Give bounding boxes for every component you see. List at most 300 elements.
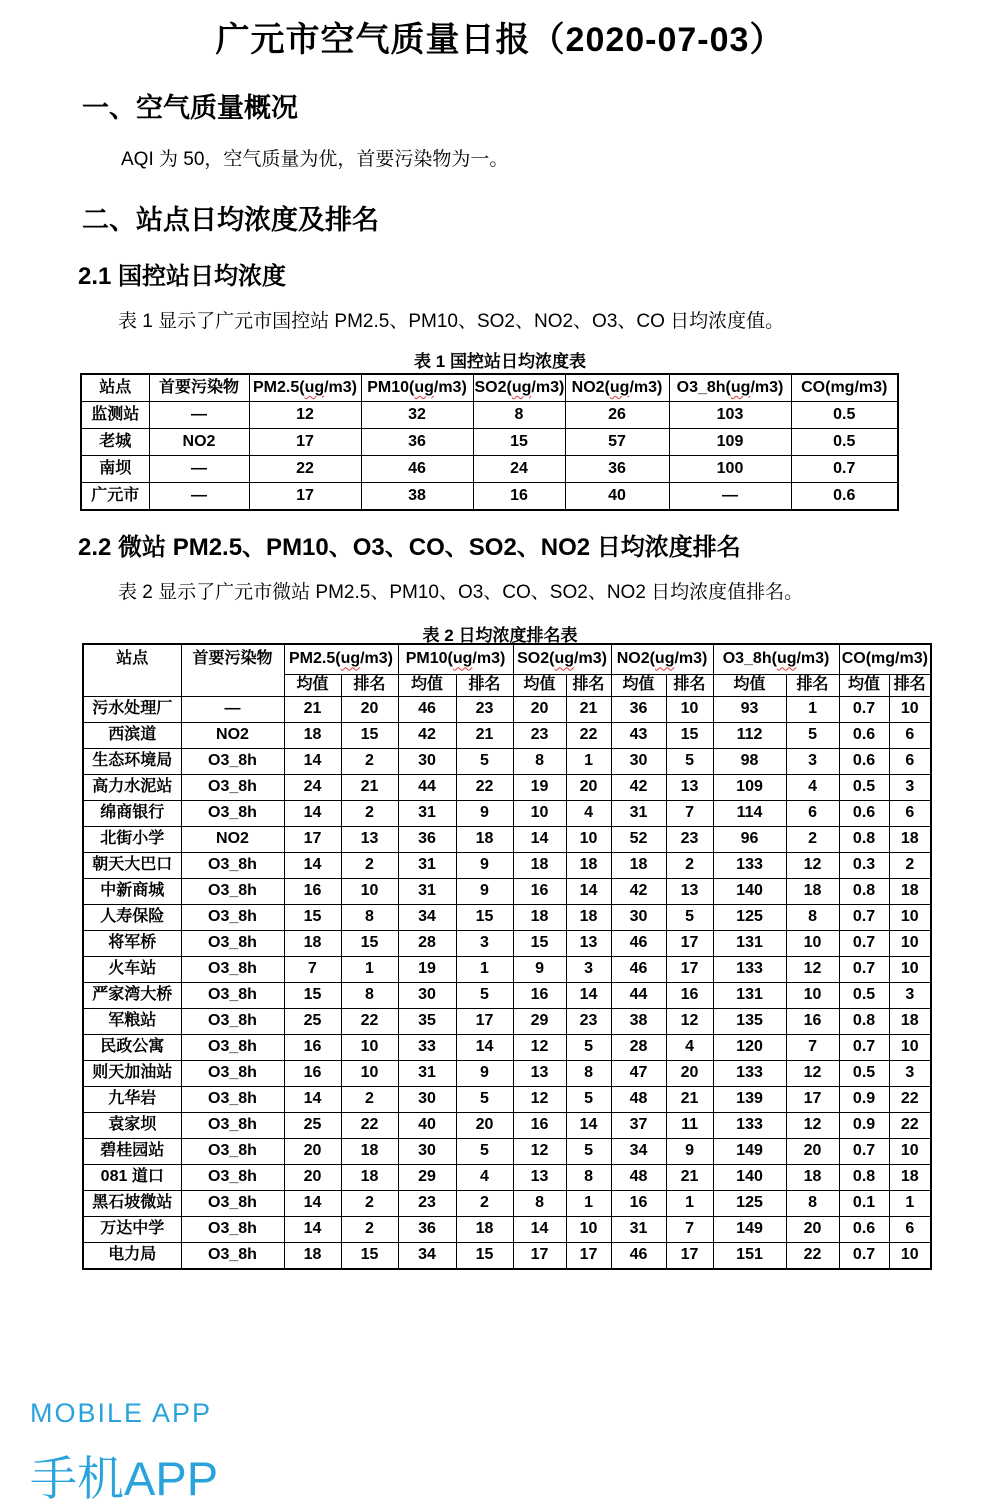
rank-cell: 2 [341,1191,398,1217]
mean-cell: 20 [284,1165,341,1191]
mean-cell: 14 [284,749,341,775]
pollutant-cell: O3_8h [181,905,284,931]
value-cell: 46 [361,456,473,483]
pollutant-cell: O3_8h [181,931,284,957]
rank-cell: 3 [566,957,611,983]
rank-cell: 10 [889,931,931,957]
station-cell: 袁家坝 [83,1113,181,1139]
col-header: O3_8h(ug/m3) [669,374,791,402]
mean-cell: 34 [398,905,456,931]
mean-cell: 0.7 [839,905,889,931]
table-row [83,1061,931,1087]
rank-cell: 2 [786,827,839,853]
mean-cell: 0.6 [839,723,889,749]
mean-cell: 16 [611,1191,666,1217]
value-cell: 17 [249,483,361,511]
mean-cell: 12 [513,1087,566,1113]
rank-cell: 7 [666,1217,713,1243]
table-row [83,1165,931,1191]
col-header: CO(mg/m3) [791,374,898,402]
mean-cell: 12 [513,1139,566,1165]
rank-cell: 16 [786,1009,839,1035]
rank-cell: 6 [889,749,931,775]
rank-cell: 6 [889,723,931,749]
station-cell: 老城 [81,429,149,456]
mean-cell: 19 [398,957,456,983]
table-row [81,483,898,511]
micro-stations-table-wrap [82,643,930,1270]
mean-cell: 30 [398,1087,456,1113]
rank-sub-header: 排名 [889,675,931,697]
value-cell: 40 [565,483,669,511]
mean-cell: 96 [713,827,786,853]
rank-cell: 12 [666,1009,713,1035]
mean-cell: 30 [611,905,666,931]
mean-cell: 0.9 [839,1087,889,1113]
rank-cell: 10 [666,697,713,723]
rank-cell: 14 [566,1113,611,1139]
table1-body [81,402,898,511]
rank-cell: 18 [456,1217,513,1243]
mean-cell: 133 [713,957,786,983]
rank-cell: 18 [456,827,513,853]
mean-cell: 0.7 [839,931,889,957]
station-cell: 电力局 [83,1243,181,1270]
mean-cell: 30 [611,749,666,775]
rank-cell: 10 [889,1035,931,1061]
mean-sub-header: 均值 [284,675,341,697]
rank-cell: 9 [456,801,513,827]
mean-cell: 0.7 [839,1139,889,1165]
rank-cell: 20 [341,697,398,723]
pollutant-cell: O3_8h [181,1165,284,1191]
mean-cell: 19 [513,775,566,801]
rank-cell: 5 [666,749,713,775]
value-cell: — [149,483,249,511]
spellcheck-squiggle: ug [304,378,325,396]
rank-cell: 18 [341,1139,398,1165]
mean-cell: 133 [713,1061,786,1087]
value-cell: — [669,483,791,511]
mean-cell: 0.8 [839,879,889,905]
rank-cell: 10 [566,1217,611,1243]
mean-sub-header: 均值 [611,675,666,697]
mean-cell: 48 [611,1087,666,1113]
rank-cell: 1 [341,957,398,983]
mean-cell: 16 [284,1035,341,1061]
station-cell: 朝天大巴口 [83,853,181,879]
rank-cell: 18 [341,1165,398,1191]
mean-cell: 0.7 [839,697,889,723]
mean-cell: 0.3 [839,853,889,879]
mean-cell: 12 [513,1035,566,1061]
mean-cell: 40 [398,1113,456,1139]
table2-body [83,697,931,1270]
mean-cell: 30 [398,1139,456,1165]
rank-cell: 4 [666,1035,713,1061]
value-cell: 0.6 [791,483,898,511]
mean-cell: 46 [611,1243,666,1270]
pollutant-cell: O3_8h [181,775,284,801]
mean-cell: 47 [611,1061,666,1087]
mean-cell: 30 [398,983,456,1009]
col-header: 站点 [81,374,149,402]
mean-cell: 18 [284,931,341,957]
rank-cell: 8 [341,905,398,931]
mean-cell: 18 [611,853,666,879]
mean-cell: 14 [284,801,341,827]
rank-cell: 22 [341,1113,398,1139]
mean-cell: 21 [284,697,341,723]
rank-cell: 6 [786,801,839,827]
pollutant-cell: — [181,697,284,723]
rank-cell: 10 [889,905,931,931]
mean-cell: 93 [713,697,786,723]
mean-cell: 0.8 [839,1165,889,1191]
rank-cell: 5 [566,1087,611,1113]
value-cell: 17 [249,429,361,456]
mean-cell: 15 [513,931,566,957]
mean-cell: 0.9 [839,1113,889,1139]
rank-sub-header: 排名 [666,675,713,697]
rank-cell: 8 [566,1061,611,1087]
mean-cell: 8 [513,749,566,775]
rank-cell: 7 [666,801,713,827]
station-cell: 火车站 [83,957,181,983]
rank-cell: 17 [666,1243,713,1270]
table-row [83,1139,931,1165]
rank-cell: 2 [341,1217,398,1243]
mean-cell: 133 [713,853,786,879]
value-cell: 57 [565,429,669,456]
value-cell: 0.5 [791,429,898,456]
rank-cell: 17 [456,1009,513,1035]
mean-cell: 24 [284,775,341,801]
table1-caption: 表 1 国控站日均浓度表 [414,352,586,371]
mean-cell: 16 [284,879,341,905]
mean-cell: 13 [513,1061,566,1087]
station-cell: 民政公寓 [83,1035,181,1061]
rank-cell: 17 [666,931,713,957]
rank-cell: 10 [786,983,839,1009]
rank-cell: 13 [666,879,713,905]
spellcheck-squiggle: ug [511,378,532,396]
mobile-app-label-en[interactable]: MOBILE APP [30,1398,213,1428]
rank-cell: 8 [786,905,839,931]
pollutant-group-header: SO2(ug/m3) [513,644,611,675]
mean-cell: 140 [713,879,786,905]
rank-cell: 21 [341,775,398,801]
pollutant-cell: O3_8h [181,1009,284,1035]
table-row [83,1113,931,1139]
rank-cell: 20 [566,775,611,801]
rank-cell: 3 [456,931,513,957]
mean-cell: 0.7 [839,1035,889,1061]
rank-cell: 22 [456,775,513,801]
mean-cell: 23 [398,1191,456,1217]
value-cell: 38 [361,483,473,511]
table-row [81,429,898,456]
mean-cell: 33 [398,1035,456,1061]
station-cell: 将军桥 [83,931,181,957]
mean-sub-header: 均值 [398,675,456,697]
rank-cell: 1 [666,1191,713,1217]
mean-cell: 42 [611,775,666,801]
rank-cell: 18 [786,879,839,905]
mean-cell: 31 [611,1217,666,1243]
rank-cell: 12 [786,853,839,879]
pollutant-cell: O3_8h [181,1087,284,1113]
rank-cell: 10 [786,931,839,957]
value-cell: 32 [361,402,473,429]
mean-cell: 17 [513,1243,566,1270]
pollutant-cell: O3_8h [181,1191,284,1217]
mean-cell: 31 [611,801,666,827]
mean-cell: 42 [611,879,666,905]
rank-cell: 18 [566,905,611,931]
rank-cell: 1 [889,1191,931,1217]
pollutant-cell: O3_8h [181,1243,284,1270]
rank-cell: 3 [889,983,931,1009]
rank-cell: 7 [786,1035,839,1061]
national-stations-table [80,373,899,511]
mean-cell: 7 [284,957,341,983]
table1-header [81,374,898,402]
mean-cell: 14 [284,1191,341,1217]
rank-cell: 16 [666,983,713,1009]
mean-cell: 46 [611,931,666,957]
value-cell: NO2 [149,429,249,456]
table-row [83,957,931,983]
table1-header-row [81,374,898,402]
mean-cell: 135 [713,1009,786,1035]
mean-cell: 14 [513,827,566,853]
pollutant-col-header: 首要污染物 [181,644,284,697]
rank-cell: 6 [889,1217,931,1243]
mean-cell: 0.5 [839,775,889,801]
rank-cell: 13 [341,827,398,853]
mean-cell: 0.6 [839,749,889,775]
rank-cell: 13 [666,775,713,801]
rank-cell: 22 [786,1243,839,1270]
station-cell: 北街小学 [83,827,181,853]
rank-cell: 12 [786,1061,839,1087]
value-cell: 8 [473,402,565,429]
micro-stations-ranking-table [82,643,932,1270]
mean-sub-header: 均值 [513,675,566,697]
rank-cell: 15 [456,905,513,931]
mean-cell: 125 [713,905,786,931]
value-cell: 36 [361,429,473,456]
value-cell: 100 [669,456,791,483]
rank-cell: 5 [456,1139,513,1165]
rank-cell: 18 [889,879,931,905]
table-row [83,749,931,775]
section-1-heading: 一、空气质量概况 [82,93,298,123]
mean-cell: 149 [713,1217,786,1243]
mean-cell: 16 [513,983,566,1009]
mean-cell: 34 [398,1243,456,1270]
rank-cell: 10 [341,1061,398,1087]
rank-cell: 4 [786,775,839,801]
value-cell: 103 [669,402,791,429]
section-2-heading: 二、站点日均浓度及排名 [82,205,379,235]
mean-cell: 30 [398,749,456,775]
mean-cell: 38 [611,1009,666,1035]
pollutant-cell: O3_8h [181,1113,284,1139]
rank-cell: 22 [889,1113,931,1139]
value-cell: 109 [669,429,791,456]
mean-cell: 0.7 [839,957,889,983]
value-cell: 0.5 [791,402,898,429]
mean-cell: 14 [513,1217,566,1243]
station-cell: 万达中学 [83,1217,181,1243]
rank-cell: 10 [341,1035,398,1061]
mean-cell: 31 [398,801,456,827]
rank-sub-header: 排名 [456,675,513,697]
rank-cell: 18 [889,1009,931,1035]
rank-cell: 9 [666,1139,713,1165]
mean-cell: 25 [284,1009,341,1035]
mean-cell: 16 [513,1113,566,1139]
value-cell: 16 [473,483,565,511]
rank-cell: 23 [456,697,513,723]
mean-cell: 139 [713,1087,786,1113]
pollutant-cell: O3_8h [181,983,284,1009]
mean-cell: 149 [713,1139,786,1165]
mean-cell: 0.6 [839,1217,889,1243]
mean-cell: 31 [398,879,456,905]
mean-cell: 0.1 [839,1191,889,1217]
mean-cell: 25 [284,1113,341,1139]
table-row [83,723,931,749]
mean-cell: 0.5 [839,1061,889,1087]
page-title: 广元市空气质量日报（2020-07-03） [215,21,785,59]
rank-cell: 21 [566,697,611,723]
mean-cell: 29 [513,1009,566,1035]
rank-cell: 14 [566,879,611,905]
table-row [83,1217,931,1243]
mean-cell: 28 [611,1035,666,1061]
col-header: PM2.5(ug/m3) [249,374,361,402]
rank-cell: 5 [456,1087,513,1113]
rank-cell: 10 [889,697,931,723]
rank-cell: 2 [666,853,713,879]
station-cell: 黑石坡微站 [83,1191,181,1217]
spellcheck-squiggle: ug [452,650,473,668]
rank-cell: 2 [341,749,398,775]
rank-cell: 9 [456,1061,513,1087]
spellcheck-squiggle: ug [776,650,797,668]
rank-cell: 10 [566,827,611,853]
rank-cell: 5 [566,1139,611,1165]
table-row [81,456,898,483]
rank-cell: 12 [786,1113,839,1139]
rank-cell: 8 [786,1191,839,1217]
mean-cell: 52 [611,827,666,853]
mean-cell: 48 [611,1165,666,1191]
mean-cell: 18 [284,723,341,749]
rank-cell: 2 [341,1087,398,1113]
station-cell: 高力水泥站 [83,775,181,801]
rank-cell: 15 [341,1243,398,1270]
mean-cell: 20 [284,1139,341,1165]
mean-cell: 109 [713,775,786,801]
pollutant-cell: O3_8h [181,853,284,879]
rank-cell: 20 [456,1113,513,1139]
mean-cell: 15 [284,905,341,931]
rank-cell: 15 [341,723,398,749]
rank-cell: 20 [786,1139,839,1165]
rank-cell: 5 [666,905,713,931]
pollutant-group-header: O3_8h(ug/m3) [713,644,839,675]
pollutant-group-header: PM2.5(ug/m3) [284,644,398,675]
station-cell: 监测站 [81,402,149,429]
rank-cell: 9 [456,879,513,905]
mean-cell: 42 [398,723,456,749]
pollutant-cell: NO2 [181,723,284,749]
rank-cell: 18 [889,1165,931,1191]
mean-cell: 36 [398,1217,456,1243]
value-cell: 15 [473,429,565,456]
table-row [81,402,898,429]
mean-cell: 46 [611,957,666,983]
mean-cell: 31 [398,853,456,879]
pollutant-group-header: NO2(ug/m3) [611,644,713,675]
pollutant-cell: O3_8h [181,801,284,827]
mean-cell: 37 [611,1113,666,1139]
value-cell: 36 [565,456,669,483]
mean-cell: 10 [513,801,566,827]
value-cell: — [149,456,249,483]
spellcheck-squiggle: ug [654,650,675,668]
pollutant-cell: O3_8h [181,1035,284,1061]
rank-sub-header: 排名 [566,675,611,697]
rank-cell: 8 [566,1165,611,1191]
table-row [83,1191,931,1217]
rank-sub-header: 排名 [341,675,398,697]
mobile-app-label-zh[interactable]: 手机APP [30,1452,219,1501]
pollutant-cell: O3_8h [181,879,284,905]
spellcheck-squiggle: ug [554,650,575,668]
mean-cell: 34 [611,1139,666,1165]
pollutant-cell: O3_8h [181,957,284,983]
rank-cell: 9 [456,853,513,879]
table2-header [83,644,931,697]
rank-cell: 2 [341,853,398,879]
rank-cell: 1 [566,749,611,775]
rank-cell: 22 [889,1087,931,1113]
station-cell: 081 道口 [83,1165,181,1191]
station-col-header: 站点 [83,644,181,697]
mean-cell: 133 [713,1113,786,1139]
value-cell: 24 [473,456,565,483]
table-row [83,801,931,827]
rank-cell: 3 [889,775,931,801]
table1-intro-text: 表 1 显示了广元市国控站 PM2.5、PM10、SO2、NO2、O3、CO 日均浓度值。 [118,311,785,332]
mean-cell: 29 [398,1165,456,1191]
rank-cell: 10 [889,1243,931,1270]
station-cell: 九华岩 [83,1087,181,1113]
station-cell: 污水处理厂 [83,697,181,723]
rank-cell: 22 [341,1009,398,1035]
table-row [83,905,931,931]
rank-cell: 2 [456,1191,513,1217]
rank-cell: 15 [456,1243,513,1270]
rank-cell: 2 [889,853,931,879]
col-header: 首要污染物 [149,374,249,402]
aqi-summary-text: AQI 为 50，空气质量为优，首要污染物为一。 [121,149,509,170]
